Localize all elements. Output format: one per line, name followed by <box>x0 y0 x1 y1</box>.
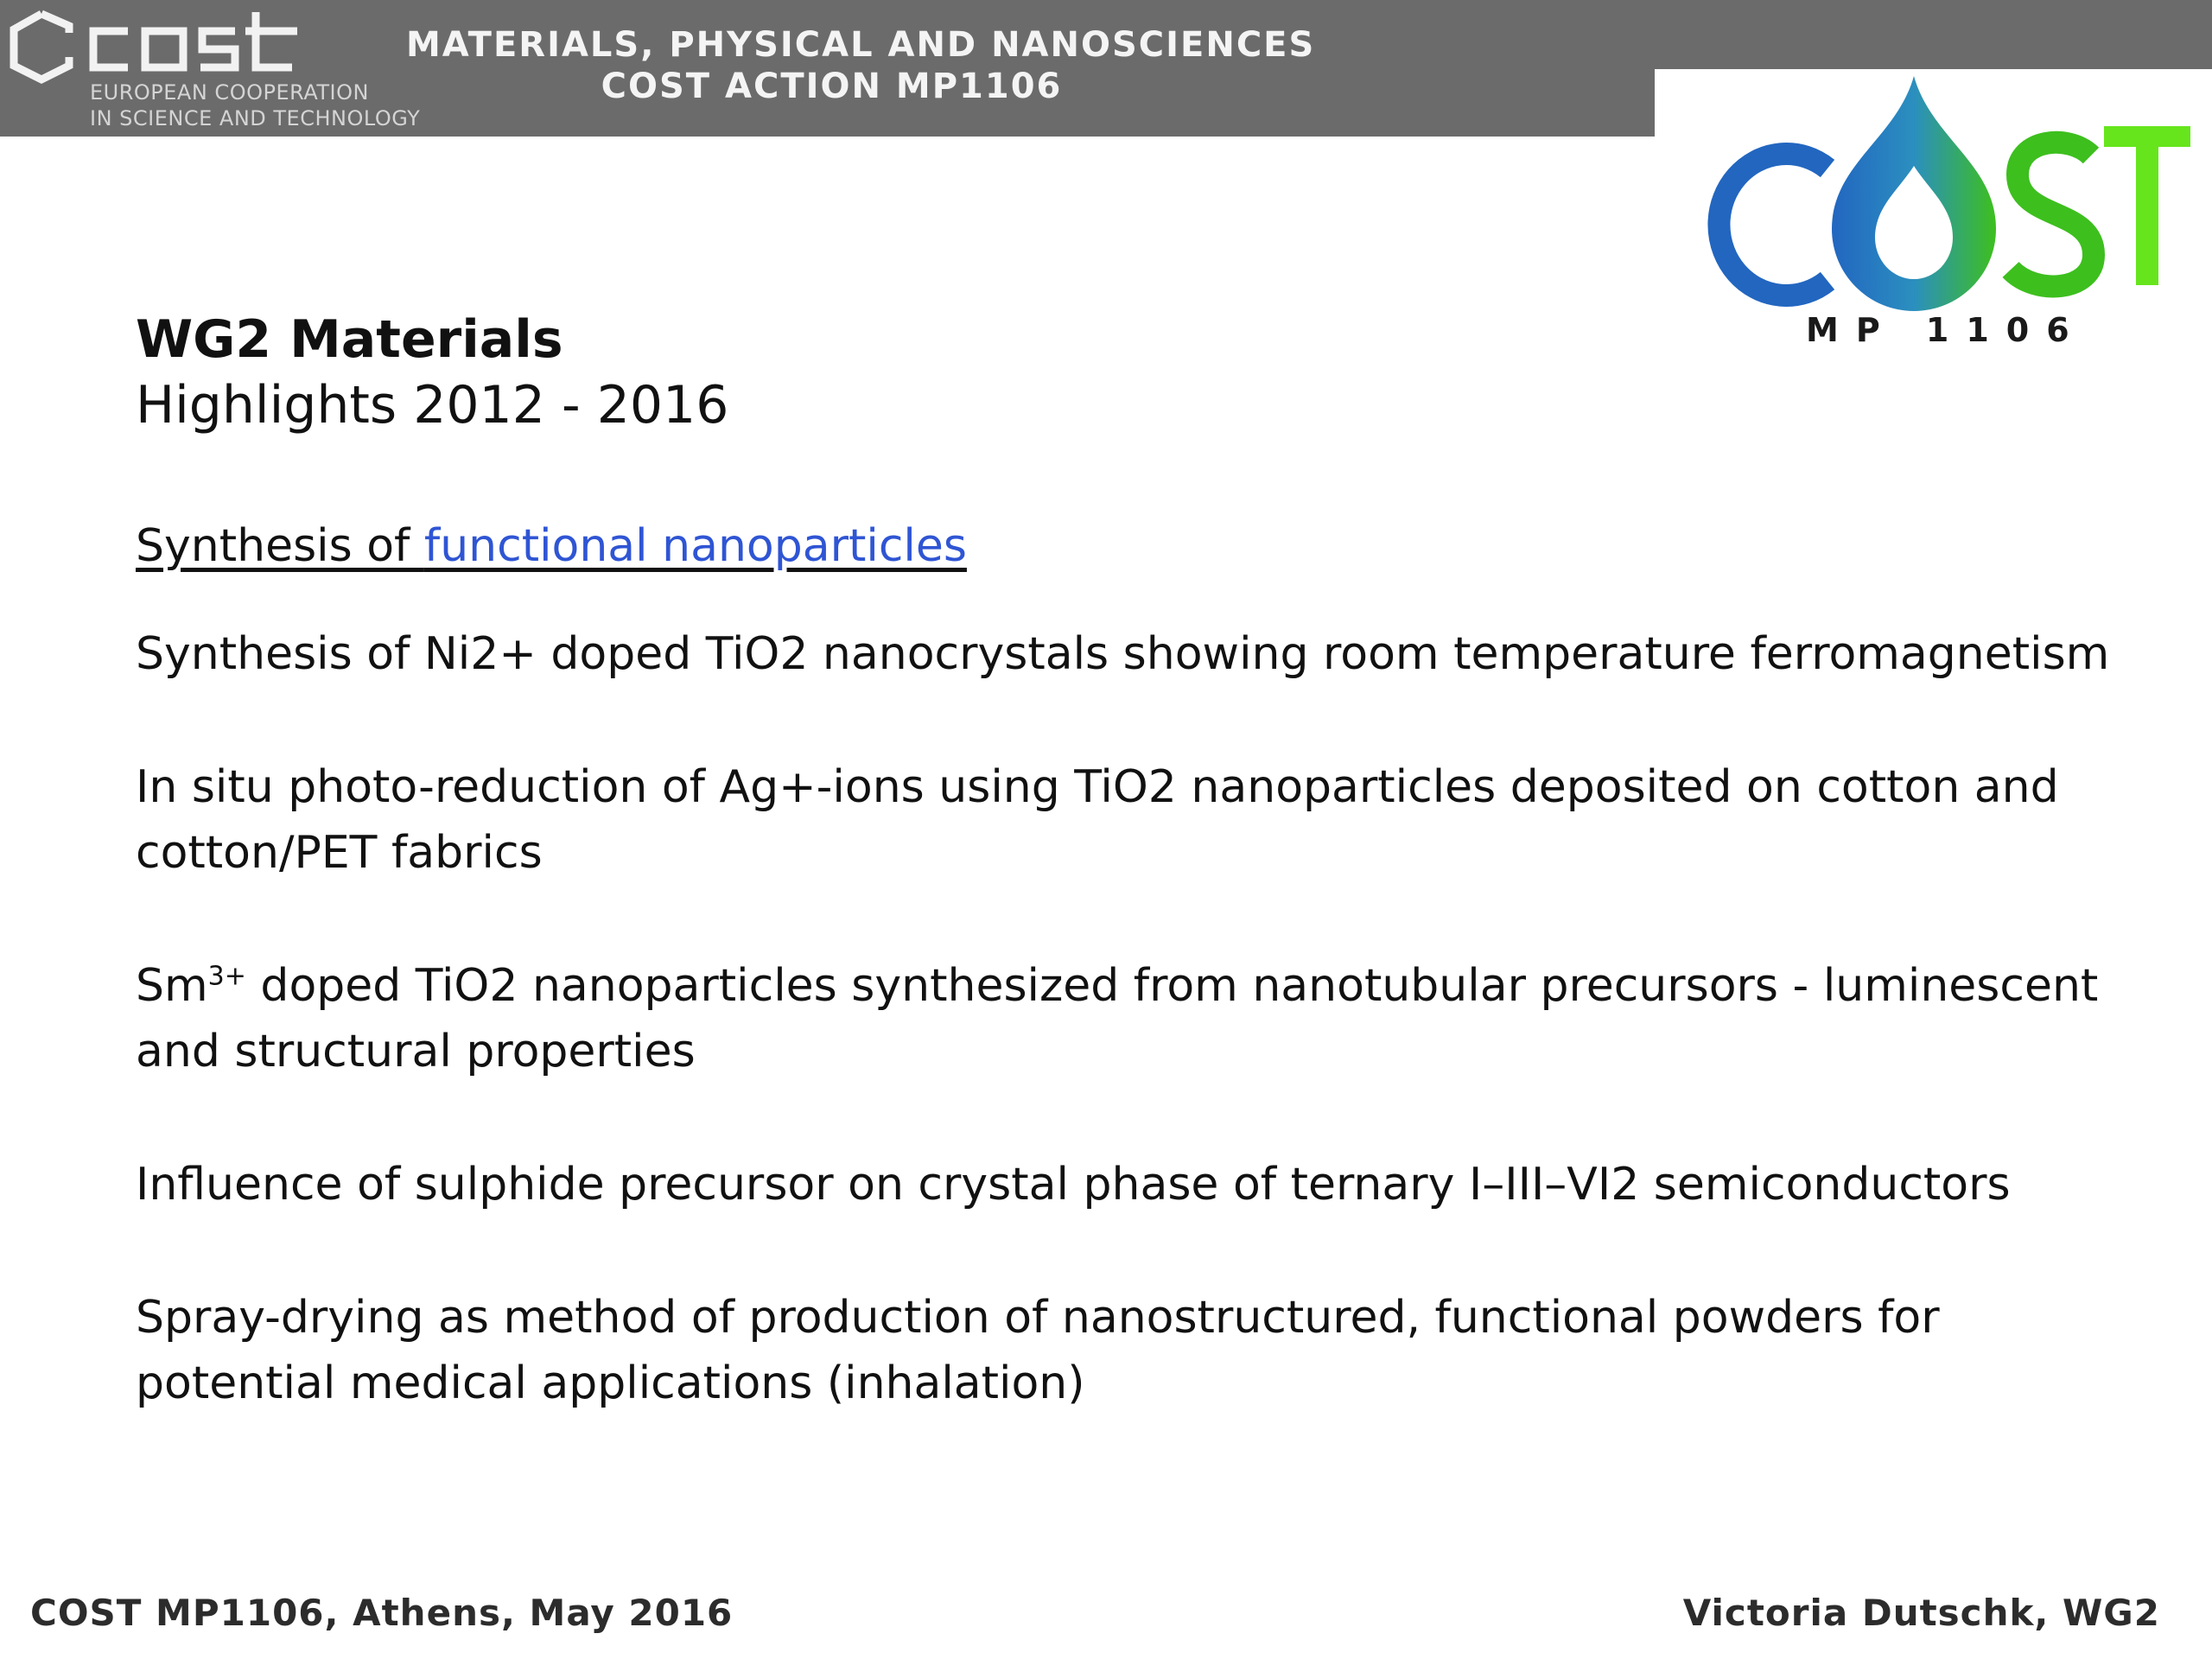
tagline-line-2: IN SCIENCE AND TECHNOLOGY <box>90 106 421 130</box>
header-title-line-1: MATERIALS, PHYSICAL AND NANOSCIENCES <box>406 25 1316 65</box>
highlight-item-2: In situ photo-reduction of Ag+-ions using TiO2 nanoparticles deposited on cotton and cotton/PET fabrics <box>136 761 2059 879</box>
item-3-text: doped TiO2 nanoparticles synthesized from nanotubular precursors - luminescent and structural properties <box>136 960 2099 1077</box>
highlight-item-1: Synthesis of Ni2+ doped TiO2 nanocrystals showing room temperature ferromagnetism <box>136 628 2110 680</box>
footer-author: Victoria Dutschk, WG2 <box>1682 1592 2160 1634</box>
slide-content <box>136 307 2123 1416</box>
header-title <box>406 24 1316 107</box>
functional-nanoparticles-link[interactable]: functional nanoparticles <box>423 520 967 572</box>
logo-subtitle: MP 1106 <box>1806 311 2087 349</box>
section-heading-prefix: Synthesis of <box>136 520 424 572</box>
header-bar-extension <box>1655 0 2212 69</box>
section-heading <box>136 516 2123 576</box>
footer-event: COST MP1106, Athens, May 2016 <box>30 1592 734 1634</box>
header-title-line-2: COST ACTION MP1106 <box>601 67 1063 106</box>
item-3-superscript: 3+ <box>207 961 246 992</box>
highlight-item-4: Influence of sulphide precursor on crystal phase of ternary I–III–VI2 semiconductors <box>136 1159 2011 1211</box>
header-tagline <box>90 79 420 131</box>
cost-brand-logo <box>7 7 327 85</box>
tagline-line-1: EUROPEAN COOPERATION <box>90 80 369 105</box>
highlight-item-5: Spray-drying as method of production of nanostructured, functional powders for potential medical applications (inhalation) <box>136 1292 1940 1409</box>
item-3-prefix: Sm <box>136 960 208 1012</box>
wg-title: WG2 Materials <box>136 309 563 370</box>
highlights-subtitle: Highlights 2012 - 2016 <box>136 375 729 435</box>
highlight-item-3 <box>136 953 2123 1084</box>
